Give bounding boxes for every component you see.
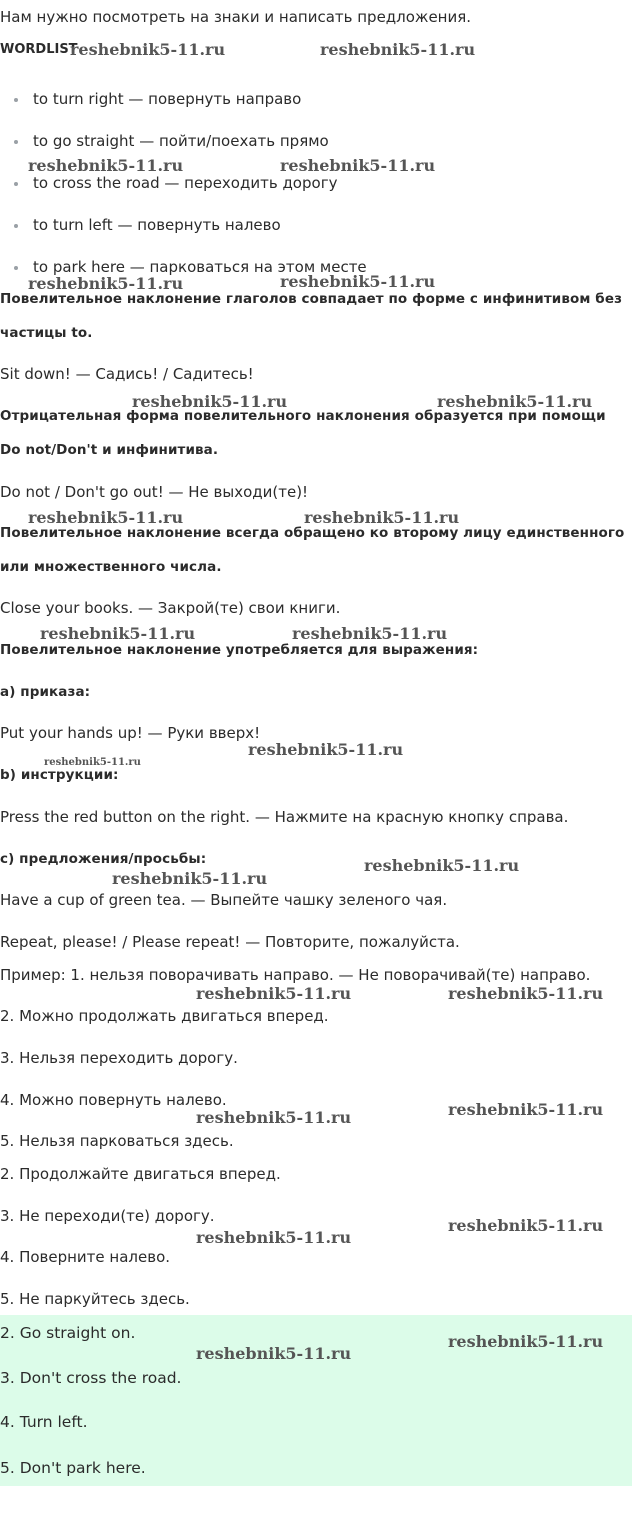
bullet-icon bbox=[14, 98, 18, 102]
rule-example: Sit down! — Садись! / Садитесь! bbox=[0, 365, 254, 383]
rule-heading: или множественного числа. bbox=[0, 559, 222, 575]
example-line: Пример: 1. нельзя поворачивать направо. — Не поворачивай(те) направо. bbox=[0, 966, 591, 984]
intro-text: Нам нужно посмотреть на знаки и написать предложения. bbox=[0, 8, 472, 26]
answer-line: 2. Go straight on. bbox=[0, 1324, 136, 1342]
watermark: reshebnik5-11.ru bbox=[196, 984, 352, 1003]
ru-command: 4. Поверните налево. bbox=[0, 1248, 171, 1266]
bullet-icon bbox=[14, 182, 18, 186]
ru-statement: 2. Можно продолжать двигаться вперед. bbox=[0, 1007, 329, 1025]
answer-line: 3. Don't cross the road. bbox=[0, 1369, 182, 1387]
watermark: reshebnik5-11.ru bbox=[448, 984, 604, 1003]
watermark: reshebnik5-11.ru bbox=[448, 1100, 604, 1119]
watermark: reshebnik5-11.ru bbox=[44, 757, 141, 768]
bullet-icon bbox=[14, 224, 18, 228]
ru-command: 3. Не переходи(те) дорогу. bbox=[0, 1207, 215, 1225]
watermark: reshebnik5-11.ru bbox=[280, 156, 436, 175]
watermark: reshebnik5-11.ru bbox=[70, 40, 226, 59]
watermark: reshebnik5-11.ru bbox=[448, 1216, 604, 1235]
rule-heading: Do not/Don't и инфинитива. bbox=[0, 442, 219, 458]
ru-command: 2. Продолжайте двигаться вперед. bbox=[0, 1165, 281, 1183]
rule-subheading: b) инструкции: bbox=[0, 767, 119, 783]
rule-subheading: a) приказа: bbox=[0, 684, 91, 700]
rule-example: Have a cup of green tea. — Выпейте чашку зеленого чая. bbox=[0, 891, 448, 909]
ru-statement: 4. Можно повернуть налево. bbox=[0, 1091, 227, 1109]
watermark: reshebnik5-11.ru bbox=[448, 1332, 604, 1351]
bullet-icon bbox=[14, 140, 18, 144]
watermark: reshebnik5-11.ru bbox=[292, 624, 448, 643]
rule-example: Press the red button on the right. — Нажмите на красную кнопку справа. bbox=[0, 808, 569, 826]
ru-statement: 5. Нельзя парковаться здесь. bbox=[0, 1132, 234, 1150]
watermark: reshebnik5-11.ru bbox=[112, 869, 268, 888]
watermark: reshebnik5-11.ru bbox=[320, 40, 476, 59]
watermark: reshebnik5-11.ru bbox=[248, 740, 404, 759]
ru-command: 5. Не паркуйтесь здесь. bbox=[0, 1290, 190, 1308]
watermark: reshebnik5-11.ru bbox=[364, 856, 520, 875]
answer-line: 5. Don't park here. bbox=[0, 1459, 146, 1477]
watermark: reshebnik5-11.ru bbox=[28, 508, 184, 527]
rule-heading: частицы to. bbox=[0, 325, 93, 341]
rule-example: Close your books. — Закрой(те) свои книги. bbox=[0, 599, 341, 617]
answer-line: 4. Turn left. bbox=[0, 1413, 88, 1431]
rule-heading: Повелительное наклонение глаголов совпадает по форме с инфинитивом без bbox=[0, 291, 623, 307]
rule-heading: Повелительное наклонение употребляется для выражения: bbox=[0, 642, 479, 658]
watermark: reshebnik5-11.ru bbox=[196, 1228, 352, 1247]
watermark: reshebnik5-11.ru bbox=[304, 508, 460, 527]
rule-example: Repeat, please! / Please repeat! — Повторите, пожалуйста. bbox=[0, 933, 460, 951]
ru-statement: 3. Нельзя переходить дорогу. bbox=[0, 1049, 238, 1067]
rule-example: Do not / Don't go out! — Не выходи(те)! bbox=[0, 483, 309, 501]
watermark: reshebnik5-11.ru bbox=[40, 624, 196, 643]
watermark: reshebnik5-11.ru bbox=[28, 156, 184, 175]
rule-heading: Отрицательная форма повелительного наклонения образуется при помощи bbox=[0, 408, 606, 424]
watermark: reshebnik5-11.ru bbox=[196, 1344, 352, 1363]
watermark: reshebnik5-11.ru bbox=[132, 392, 288, 411]
bullet-icon bbox=[14, 266, 18, 270]
watermark: reshebnik5-11.ru bbox=[280, 272, 436, 291]
watermark: reshebnik5-11.ru bbox=[28, 274, 184, 293]
watermark: reshebnik5-11.ru bbox=[437, 392, 593, 411]
watermark: reshebnik5-11.ru bbox=[196, 1108, 352, 1127]
rule-subheading: c) предложения/просьбы: bbox=[0, 851, 207, 867]
wordlist-title: WORDLIST bbox=[0, 42, 78, 57]
rule-heading: Повелительное наклонение всегда обращено ко второму лицу единственного bbox=[0, 525, 625, 541]
rule-example: Put your hands up! — Руки вверх! bbox=[0, 724, 261, 742]
